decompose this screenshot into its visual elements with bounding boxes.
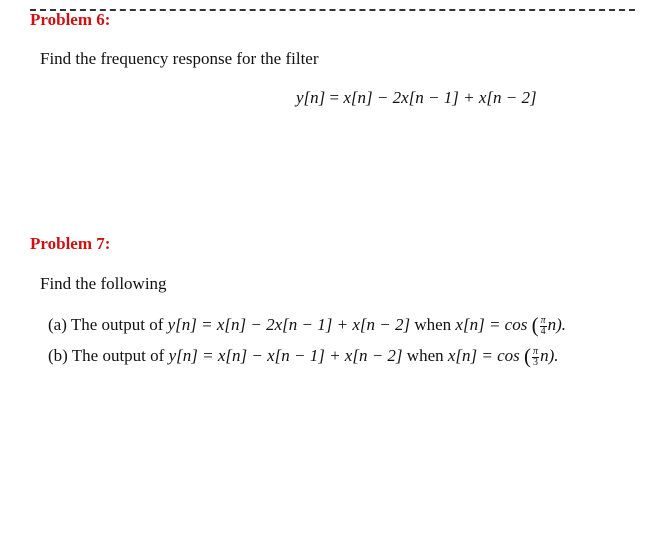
part-a-lead: The output of: [70, 315, 164, 334]
part-b-open-paren: (: [524, 344, 532, 368]
part-b-input: x[n] = cos: [447, 346, 520, 365]
equals-sign: =: [329, 88, 344, 107]
problem-7-prompt: Find the following: [40, 274, 167, 293]
equation-lhs: y[n]: [296, 88, 326, 107]
problem-7-part-b: [48, 344, 558, 369]
part-a-tail: n).: [547, 315, 567, 334]
part-a-fraction-den: 4: [540, 325, 546, 337]
part-b-fraction-den: 3: [533, 356, 539, 368]
part-a-fraction: [540, 316, 547, 337]
part-b-label: (b): [48, 346, 68, 365]
part-a-filter: y[n] = x[n] − 2x[n − 1] + x[n − 2]: [167, 315, 411, 334]
problem-7-part-a: [48, 313, 566, 338]
part-a-when: when: [414, 315, 452, 334]
part-a-label: (a): [48, 315, 67, 334]
part-a-fraction-num: π: [540, 314, 546, 326]
top-dashed-rule: [30, 9, 635, 11]
problem-6-prompt: Find the frequency response for the filter: [40, 49, 319, 68]
part-a-open-paren: (: [531, 313, 539, 337]
part-b-fraction-num: π: [533, 345, 539, 357]
part-b-tail: n).: [540, 346, 559, 365]
equation-rhs: x[n] − 2x[n − 1] + x[n − 2]: [343, 88, 537, 107]
part-a-input: x[n] = cos: [455, 315, 528, 334]
problem-6-equation: [296, 88, 537, 108]
problem-7-heading: Problem 7:: [30, 234, 111, 253]
part-b-fraction: [532, 347, 539, 368]
part-b-when: when: [406, 346, 444, 365]
part-b-filter: y[n] = x[n] − x[n − 1] + x[n − 2]: [168, 346, 403, 365]
part-b-lead: The output of: [71, 346, 165, 365]
problem-6-heading: Problem 6:: [30, 10, 111, 29]
